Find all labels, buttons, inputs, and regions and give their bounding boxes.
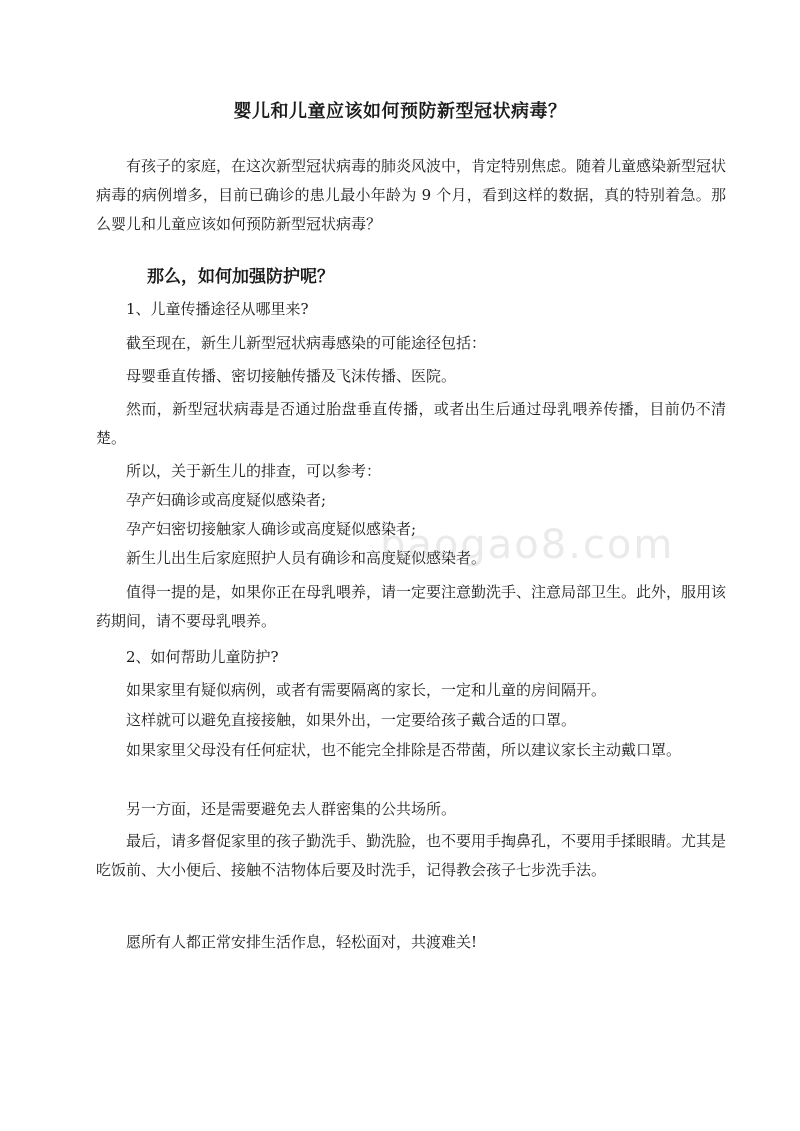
paragraph: 孕产妇密切接触家人确诊或高度疑似感染者; [126, 520, 417, 538]
paragraph: 如果家里有疑似病例，或者有需要隔离的家长，一定和儿童的房间隔开。 [126, 681, 607, 699]
paragraph: 值得一提的是，如果你正在母乳喂养，请一定要注意勤洗手、注意局部卫生。此外，服用该药期间，请不要母乳喂养。 [96, 583, 727, 630]
watermark-text: baogao8.com [380, 522, 675, 568]
paragraph: 母婴垂直传播、密切接触传播及飞沫传播、医院。 [126, 367, 457, 385]
subheading-protection: 2、如何帮助儿童防护? [126, 648, 279, 666]
closing-paragraph: 愿所有人都正常安排生活作息，轻松面对，共渡难关! [126, 933, 478, 951]
intro-paragraph: 有孩子的家庭，在这次新型冠状病毒的肺炎风波中，肯定特别焦虑。随着儿童感染新型冠状病毒的病例增多，目前已确诊的患儿最小年龄为 9 个月，看到这样的数据，真的特别着急。那么婴儿和儿童应该如何预防新型冠状病毒？ [96, 157, 727, 233]
paragraph: 新生儿出生后家庭照护人员有确诊和高度疑似感染者。 [126, 549, 487, 567]
paragraph: 如果家里父母没有任何症状，也不能完全排除是否带菌，所以建议家长主动戴口罩。 [126, 741, 682, 759]
paragraph: 孕产妇确诊或高度疑似感染者; [126, 491, 327, 509]
section-heading: 那么，如何加强防护呢？ [147, 267, 334, 287]
paragraph: 另一方面，还是需要避免去人群密集的公共场所。 [126, 800, 457, 818]
paragraph: 最后，请多督促家里的孩子勤洗手、勤洗脸，也不要用手掏鼻孔，不要用手揉眼睛。尤其是吃饭前、大小便后、接触不洁物体后要及时洗手，记得教会孩子七步洗手法。 [96, 832, 727, 879]
paragraph: 截至现在，新生儿新型冠状病毒感染的可能途径包括： [126, 334, 487, 352]
paragraph: 然而，新型冠状病毒是否通过胎盘垂直传播，或者出生后通过母乳喂养传播，目前仍不清楚。 [96, 400, 726, 447]
subheading-transmission: 1、儿童传播途径从哪里来? [126, 300, 309, 318]
document-title: 婴儿和儿童应该如何预防新型冠状病毒？ [233, 101, 567, 122]
paragraph: 所以，关于新生儿的排查，可以参考： [126, 462, 382, 480]
paragraph: 这样就可以避免直接接触，如果外出，一定要给孩子戴合适的口罩。 [126, 711, 577, 729]
